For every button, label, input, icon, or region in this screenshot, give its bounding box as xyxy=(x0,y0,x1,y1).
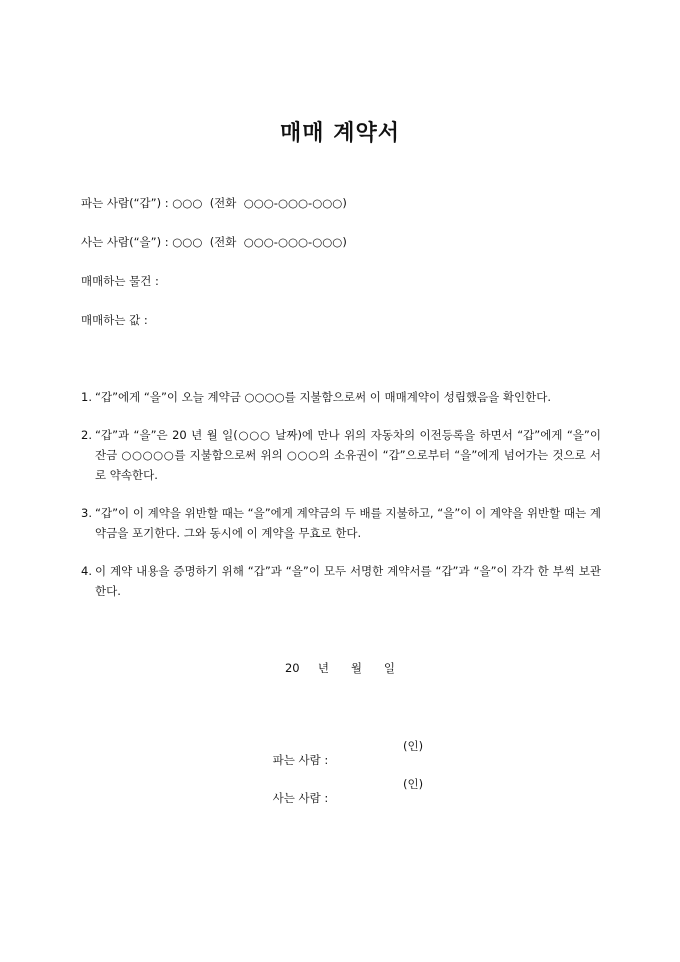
buyer-seal-mark: (인) xyxy=(403,777,424,791)
clause-text: “갑”과 “을”은 20 년 월 일(○○○ 날짜)에 만나 위의 자동차의 이전등록을 하면서 “갑”에게 “을”이 잔금 ○○○○○를 지불함으로써 위의 ○○○의 소유권이 “갑”으로부터 “을”에게 넘어가는 것으로 서로 약속한다. xyxy=(95,428,601,482)
clause-text: “갑”에게 “을”이 오늘 계약금 ○○○○를 지불함으로써 이 매매계약이 성립했음을 확인한다. xyxy=(95,390,552,404)
clause-number: 2. xyxy=(81,428,92,442)
buyer-info-line: 사는 사람(“을”) : ○○○ (전화 ○○○-○○○-○○○) xyxy=(81,235,347,249)
contract-date-line: 20 년 월 일 xyxy=(284,661,396,675)
clause-number: 3. xyxy=(81,506,92,520)
seller-seal-mark: (인) xyxy=(403,739,424,753)
seller-info-line: 파는 사람(“갑”) : ○○○ (전화 ○○○-○○○-○○○) xyxy=(81,196,347,210)
clause-3 xyxy=(81,503,601,543)
item-line: 매매하는 물건 : xyxy=(81,274,159,288)
buyer-signature-line xyxy=(258,776,424,834)
clause-text: 이 계약 내용을 증명하기 위해 “갑”과 “을”이 모두 서명한 계약서를 “갑”과 “을”이 각각 한 부씩 보관한다. xyxy=(95,564,601,598)
clause-number: 1. xyxy=(81,390,92,404)
seller-signature-label: 파는 사람 : xyxy=(272,753,329,767)
clause-number: 4. xyxy=(81,564,92,578)
buyer-signature-label: 사는 사람 : xyxy=(272,791,329,805)
price-line: 매매하는 값 : xyxy=(81,313,148,327)
clause-4 xyxy=(81,561,601,601)
document-title: 매매 계약서 xyxy=(280,121,400,146)
clause-2 xyxy=(81,425,601,485)
clause-1 xyxy=(81,387,601,407)
clause-text: “갑”이 이 계약을 위반할 때는 “을”에게 계약금의 두 배를 지불하고, “을”이 이 계약을 위반할 때는 계약금을 포기한다. 그와 동시에 이 계약을 무효로 한다. xyxy=(95,506,601,540)
